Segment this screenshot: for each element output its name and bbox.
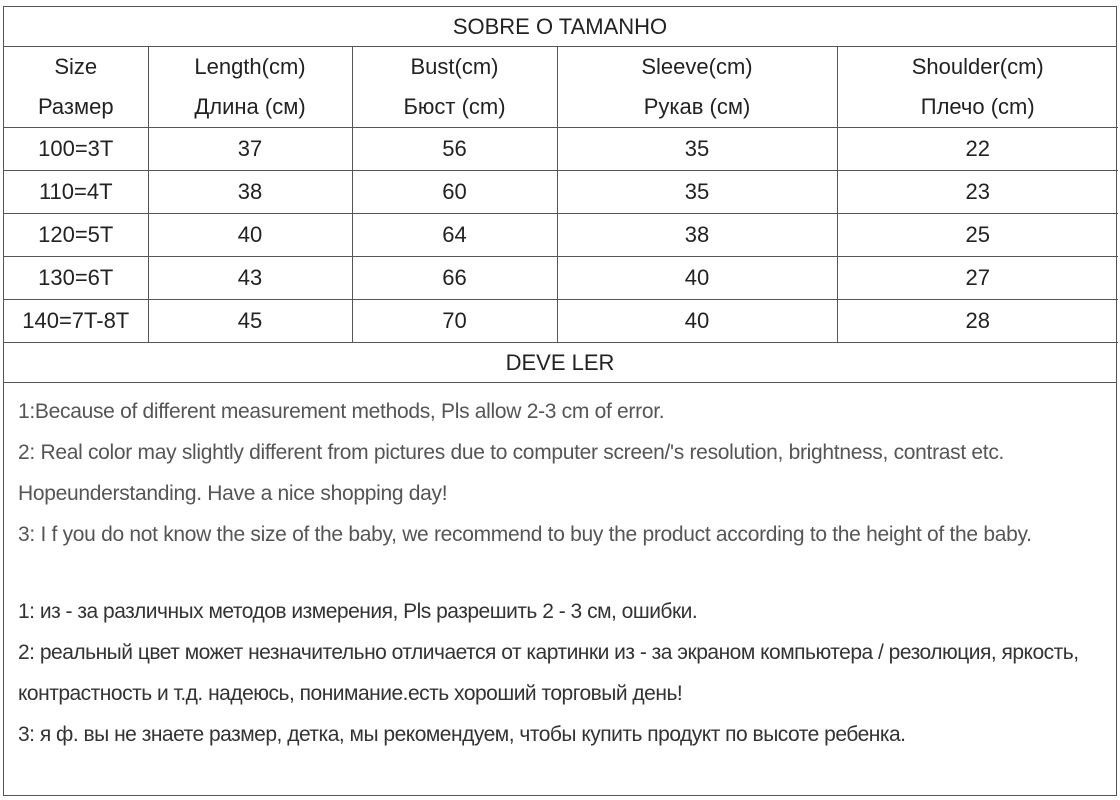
size-table (4, 47, 1118, 343)
size-chart-title: SOBRE O TAMANHO (4, 7, 1116, 47)
notes-section (4, 383, 1116, 755)
cell-size: 100=3T (4, 128, 148, 171)
cell-size: 110=4T (4, 171, 148, 214)
header-length (148, 47, 352, 128)
header-bust-ru: Бюст (cm) (403, 94, 506, 119)
header-size (4, 47, 148, 128)
notes-spacer (18, 555, 1104, 591)
cell-size: 130=6T (4, 257, 148, 300)
cell-length: 38 (148, 171, 352, 214)
note-en-2: 2: Real color may slightly different from pictures due to computer screen/'s resolution, brightness, contrast etc. Hopeunderstanding. Have a nice shopping day! (18, 441, 1005, 505)
header-shoulder (837, 47, 1118, 128)
cell-sleeve: 35 (557, 128, 837, 171)
cell-shoulder: 22 (837, 128, 1118, 171)
table-row (4, 300, 1118, 343)
cell-shoulder: 25 (837, 214, 1118, 257)
header-size-ru: Размер (37, 94, 114, 119)
cell-bust: 56 (352, 128, 557, 171)
cell-sleeve: 40 (557, 257, 837, 300)
note-en-1: 1:Because of different measurement methods, Pls allow 2-3 cm of error. (18, 400, 665, 423)
header-bust (352, 47, 557, 128)
table-row (4, 214, 1118, 257)
cell-size: 140=7T-8T (4, 300, 148, 343)
table-row (4, 171, 1118, 214)
table-row (4, 128, 1118, 171)
cell-sleeve: 40 (557, 300, 837, 343)
cell-bust: 70 (352, 300, 557, 343)
cell-length: 40 (148, 214, 352, 257)
cell-shoulder: 28 (837, 300, 1118, 343)
cell-shoulder: 27 (837, 257, 1118, 300)
cell-length: 43 (148, 257, 352, 300)
cell-size: 120=5T (4, 214, 148, 257)
table-row (4, 257, 1118, 300)
cell-sleeve: 38 (557, 214, 837, 257)
cell-bust: 66 (352, 257, 557, 300)
note-ru-2: 2: реальный цвет может незначительно отличается от картинки из - за экраном компьютера / резолюция, яркость, контрастность и т.д. надеюсь, понимание.есть хороший торговый день! (18, 641, 1079, 705)
header-length-en: Length(cm) (194, 54, 306, 79)
cell-length: 45 (148, 300, 352, 343)
cell-bust: 60 (352, 171, 557, 214)
header-shoulder-ru: Плечо (cm) (920, 94, 1035, 119)
header-length-ru: Длина (см) (194, 94, 306, 119)
cell-length: 37 (148, 128, 352, 171)
note-en-3: 3: I f you do not know the size of the baby, we recommend to buy the product according to the height of the baby. (18, 523, 1032, 546)
header-size-en: Size (54, 54, 98, 79)
cell-sleeve: 35 (557, 171, 837, 214)
notice-title: DEVE LER (4, 343, 1116, 383)
header-sleeve-en: Sleeve(cm) (641, 54, 753, 79)
cell-shoulder: 23 (837, 171, 1118, 214)
note-ru-1: 1: из - за различных методов измерения, Pls разрешить 2 - 3 см, ошибки. (18, 600, 698, 623)
size-chart (3, 6, 1117, 796)
header-sleeve-ru: Рукав (см) (643, 94, 751, 119)
header-sleeve (557, 47, 837, 128)
cell-bust: 64 (352, 214, 557, 257)
note-ru-3: 3: я ф. вы не знаете размер, детка, мы рекомендуем, чтобы купить продукт по высоте ребенка. (18, 723, 906, 746)
header-bust-en: Bust(cm) (410, 54, 499, 79)
header-shoulder-en: Shoulder(cm) (911, 54, 1044, 79)
header-row (4, 47, 1118, 128)
